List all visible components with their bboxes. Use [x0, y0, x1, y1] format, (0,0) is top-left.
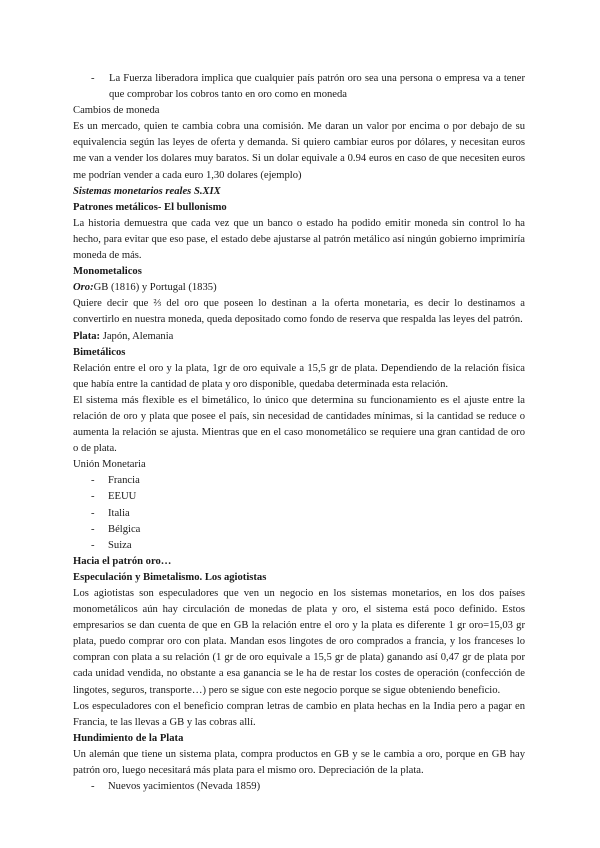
paragraph-hundimiento: Un alemán que tiene un sistema plata, compra productos en GB y se le cambia a oro, porque en GB hay patrón oro, luego necesitará más plata para el mismo oro. Depreciación de la plata.	[73, 748, 525, 777]
paragraph-patrones: La historia demuestra que cada vez que un banco o estado ha podido emitir moneda sin control lo ha hecho, para evitar que eso pase, el estado debe ajustarse al patrón metálico así ningún gobierno imprimiría moneda de más.	[73, 217, 525, 262]
list-item-text: Francia	[108, 475, 140, 487]
section-heading-sistemas: Sistemas monetarios reales S.XIX	[73, 185, 221, 197]
bullet-dash: -	[91, 491, 95, 503]
bullet-text: La Fuerza liberadora implica que cualquier país patrón oro sea una persona o empresa va a tener que comprobar los cobros tanto en oro como en moneda	[109, 73, 525, 101]
paragraph-monometalicos: Quiere decir que ⅔ del oro que poseen lo destinan a la oferta monetaria, es decir lo destinamos a convertirlo en nuestra moneda, queda depositado como fondo de reserva que respalda las leyes del patrón.	[73, 298, 525, 326]
section-heading-patrones: Patrones metálicos- El bullonismo	[73, 201, 227, 213]
section-heading-especulacion: Especulación y Bimetalismo. Los agiotistas	[73, 571, 267, 583]
section-heading-union: Unión Monetaria	[73, 459, 146, 471]
section-heading-hacia: Hacia el patrón oro…	[73, 555, 172, 567]
oro-line	[73, 280, 525, 296]
oro-countries: GB (1816) y Portugal (1835)	[93, 282, 217, 294]
hundimiento-list	[73, 779, 525, 795]
section-heading-hundimiento: Hundimiento de la Plata	[73, 732, 184, 744]
list-item-text: EEUU	[108, 491, 137, 503]
section-heading-bimetalicos: Bimetálicos	[73, 346, 126, 358]
document-body	[73, 71, 525, 795]
plata-countries: Japón, Alemania	[100, 330, 174, 342]
plata-line	[73, 329, 525, 345]
list-item	[73, 538, 525, 554]
bullet-dash: -	[91, 475, 95, 487]
bullet-dash: -	[91, 73, 95, 84]
paragraph-bimetalicos-2: El sistema más flexible es el bimetálico, lo único que determina su funcionamiento es el ajuste entre la relación de oro y plata que posee el país, sin necesidad de cantidades mínimas, si la cantidad se reduce o aumenta la relación se ajusta. Mientras que en el caso monometálico se requiere una gran cantidad de oro o de plata.	[73, 394, 525, 455]
section-heading-monometalicos: Monometalicos	[73, 266, 142, 278]
bullet-dash: -	[91, 781, 95, 793]
list-item	[73, 489, 525, 505]
list-item	[73, 71, 525, 103]
list-item	[73, 473, 525, 489]
paragraph-cambios: Es un mercado, quien te cambia cobra una comisión. Me daran un valor por encima o por debajo de su equivalencia según las leyes de oferta y demanda. Si quiero cambiar euros por dólares, y necesitan euros me van a vender los dolares muy baratos. Si un dolar equivale a 0.94 euros en caso de que necesiten euros me podrían vender a cada euro 1,30 dolares (ejemplo)	[73, 121, 525, 181]
bullet-dash: -	[91, 539, 95, 551]
oro-label: Oro:	[73, 282, 94, 294]
list-item-text: Suiza	[108, 539, 132, 551]
list-item	[73, 506, 525, 522]
plata-label: Plata:	[73, 330, 101, 342]
list-item	[73, 522, 525, 538]
bullet-dash: -	[91, 523, 95, 535]
bullet-dash: -	[91, 507, 95, 519]
section-heading-cambios: Cambios de moneda	[73, 105, 160, 117]
list-item-text: Nuevos yacimientos (Nevada 1859)	[108, 781, 261, 793]
paragraph-especulacion-2: Los especuladores con el beneficio compran letras de cambio en plata hechas en la India pero a pagar en Francia, te las llevas a GB y las cobras allí.	[73, 700, 525, 728]
list-item-text: Italia	[108, 507, 130, 519]
list-item-text: Bélgica	[108, 523, 141, 535]
list-item	[73, 779, 525, 795]
union-list	[73, 473, 525, 553]
paragraph-bimetalicos-1: Relación entre el oro y la plata, 1gr de oro equivale a 15,5 gr de plata. Dependiendo de la relación física que había entre la cantidad de plata y oro disponible, quedaba determinada esta relación.	[73, 362, 525, 390]
paragraph-especulacion-1: Los agiotistas son especuladores que ven un negocio en los sistemas monetarios, en los dos países monometálicos aún hay circulación de monedas de plata y oro, el sistema está poco definido. Estos empresarios se dan cuenta de que en GB la relación entre el oro y la plata es diferente 1 gr oro=15,03 gr plata, puedo comprar oro con plata. Mandan esos lingotes de oro comprados a francia, y los franceses lo compran con plata a su relación (1 gr de oro equivale a 15,5 gr de plata) ganando así 0,47 gr de plata por cada unidad vendida, no obstante a esa ganancia se le ha de restar los costes de operación (confección de lingotes, seguros, transporte…) pero se sigue con este negocio porque se sigue obteniendo beneficio.	[73, 588, 525, 696]
